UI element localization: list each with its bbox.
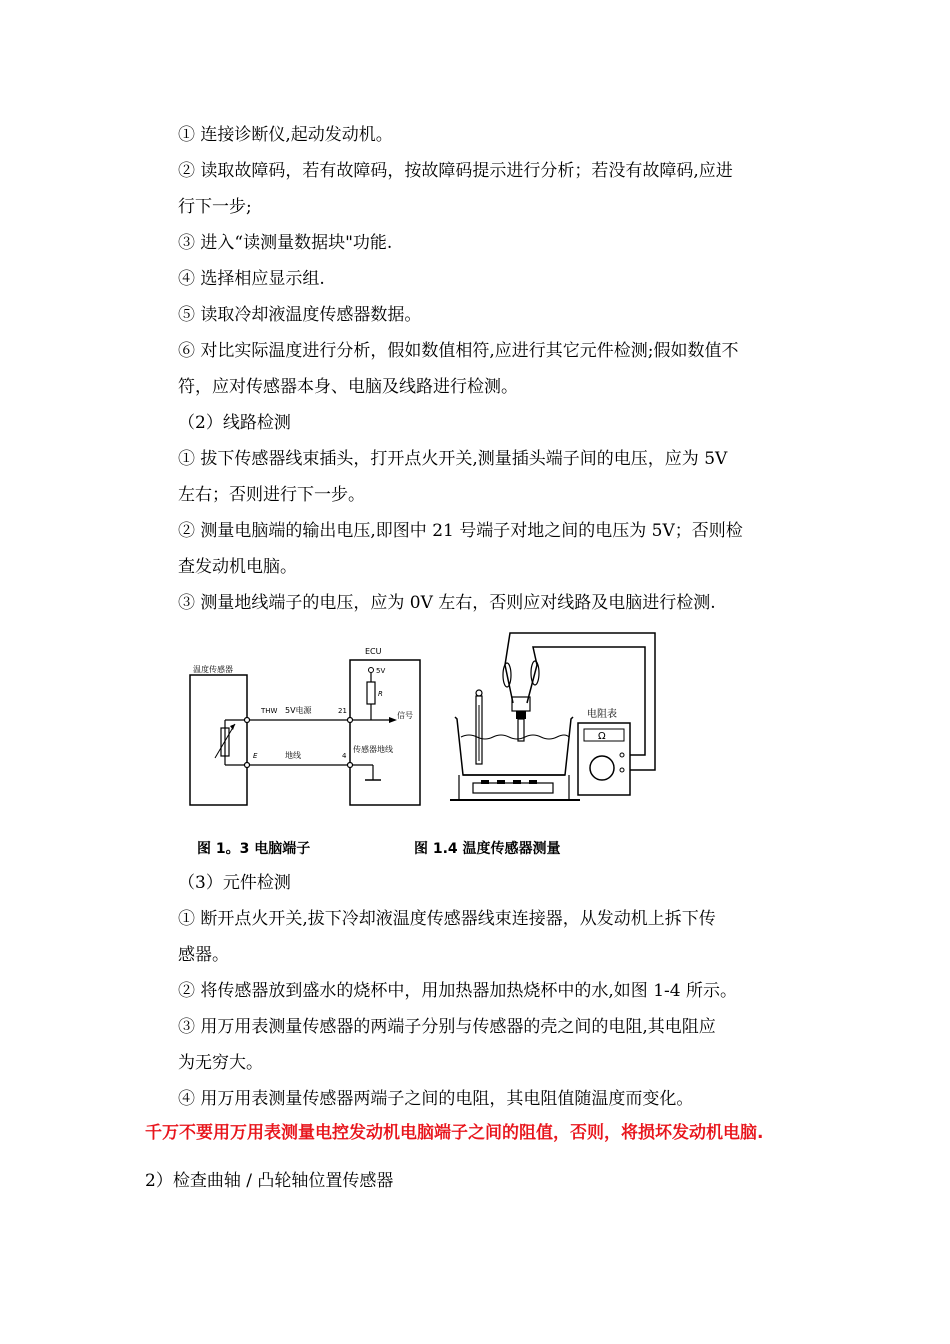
signal-label: 信号 bbox=[397, 711, 413, 720]
line-check-3: ③ 测量地线端子的电压，应为 0V 左右，否则应对线路及电脑进行检测. bbox=[178, 593, 716, 613]
section-3-heading: （3）元件检测 bbox=[178, 873, 291, 893]
step-3: ③ 进入“读测量数据块"功能. bbox=[178, 233, 393, 253]
step-2: ② 读取故障码，若有故障码，按故障码提示进行分析；若没有故障码,应进 bbox=[178, 161, 733, 181]
ecu-label: ECU bbox=[365, 647, 382, 656]
thw-label: THW bbox=[261, 707, 278, 715]
line-check-2-cont: 查发动机电脑。 bbox=[178, 557, 297, 577]
component-check-4: ④ 用万用表测量传感器两端子之间的电阻，其电阻值随温度而变化。 bbox=[178, 1089, 694, 1109]
ohmmeter-label: 电阻表 bbox=[587, 709, 617, 720]
figure-ecu-terminal-circuit bbox=[185, 640, 425, 815]
e-label: E bbox=[253, 752, 258, 760]
component-check-2: ② 将传感器放到盛水的烧杯中，用加热器加热烧杯中的水,如图 1-4 所示。 bbox=[178, 981, 737, 1001]
pin-21-label: 21 bbox=[338, 707, 347, 715]
figure-1-3-caption: 图 1。3 电脑端子 bbox=[197, 841, 311, 857]
line-check-1: ① 拔下传感器线束插头，打开点火开关,测量插头端子间的电压，应为 5V bbox=[178, 449, 728, 469]
next-section-heading: 2）检查曲轴 / 凸轮轴位置传感器 bbox=[145, 1171, 394, 1191]
step-5: ⑤ 读取冷却液温度传感器数据。 bbox=[178, 305, 422, 325]
wire-ground-label: 地线 bbox=[285, 751, 301, 760]
step-6: ⑥ 对比实际温度进行分析，假如数值相符,应进行其它元件检测;假如数值不 bbox=[178, 341, 739, 361]
line-check-2: ② 测量电脑端的输出电压,即图中 21 号端子对地之间的电压为 5V；否则检 bbox=[178, 521, 743, 541]
figure-1-4-caption: 图 1.4 温度传感器测量 bbox=[414, 841, 561, 857]
component-check-3-cont: 为无穷大。 bbox=[178, 1053, 263, 1073]
component-check-1-cont: 感器。 bbox=[178, 945, 229, 965]
wire-5v-label: 5V电源 bbox=[285, 706, 312, 715]
sensor-ground-label: 传感器地线 bbox=[353, 745, 393, 754]
step-6-cont: 符，应对传感器本身、电脑及线路进行检测。 bbox=[178, 377, 518, 397]
ohm-symbol: Ω bbox=[598, 731, 606, 742]
sensor-label: 温度传感器 bbox=[193, 665, 233, 674]
warning-text: 千万不要用万用表测量电控发动机电脑端子之间的阻值，否则，将损坏发动机电脑. bbox=[145, 1123, 764, 1143]
step-4: ④ 选择相应显示组. bbox=[178, 269, 325, 289]
component-check-3: ③ 用万用表测量传感器的两端子分别与传感器的壳之间的电阻,其电阻应 bbox=[178, 1017, 716, 1037]
component-check-1: ① 断开点火开关,拔下冷却液温度传感器线束连接器，从发动机上拆下传 bbox=[178, 909, 716, 929]
r-label: R bbox=[378, 690, 383, 698]
line-check-1-cont: 左右；否则进行下一步。 bbox=[178, 485, 365, 505]
step-1: ① 连接诊断仪,起动发动机。 bbox=[178, 125, 393, 145]
v5-label: 5V bbox=[376, 667, 386, 675]
section-2-heading: （2）线路检测 bbox=[178, 413, 291, 433]
pin-4-label: 4 bbox=[342, 752, 347, 760]
step-2-cont: 行下一步; bbox=[178, 197, 252, 217]
figure-temperature-sensor-test bbox=[445, 625, 670, 820]
